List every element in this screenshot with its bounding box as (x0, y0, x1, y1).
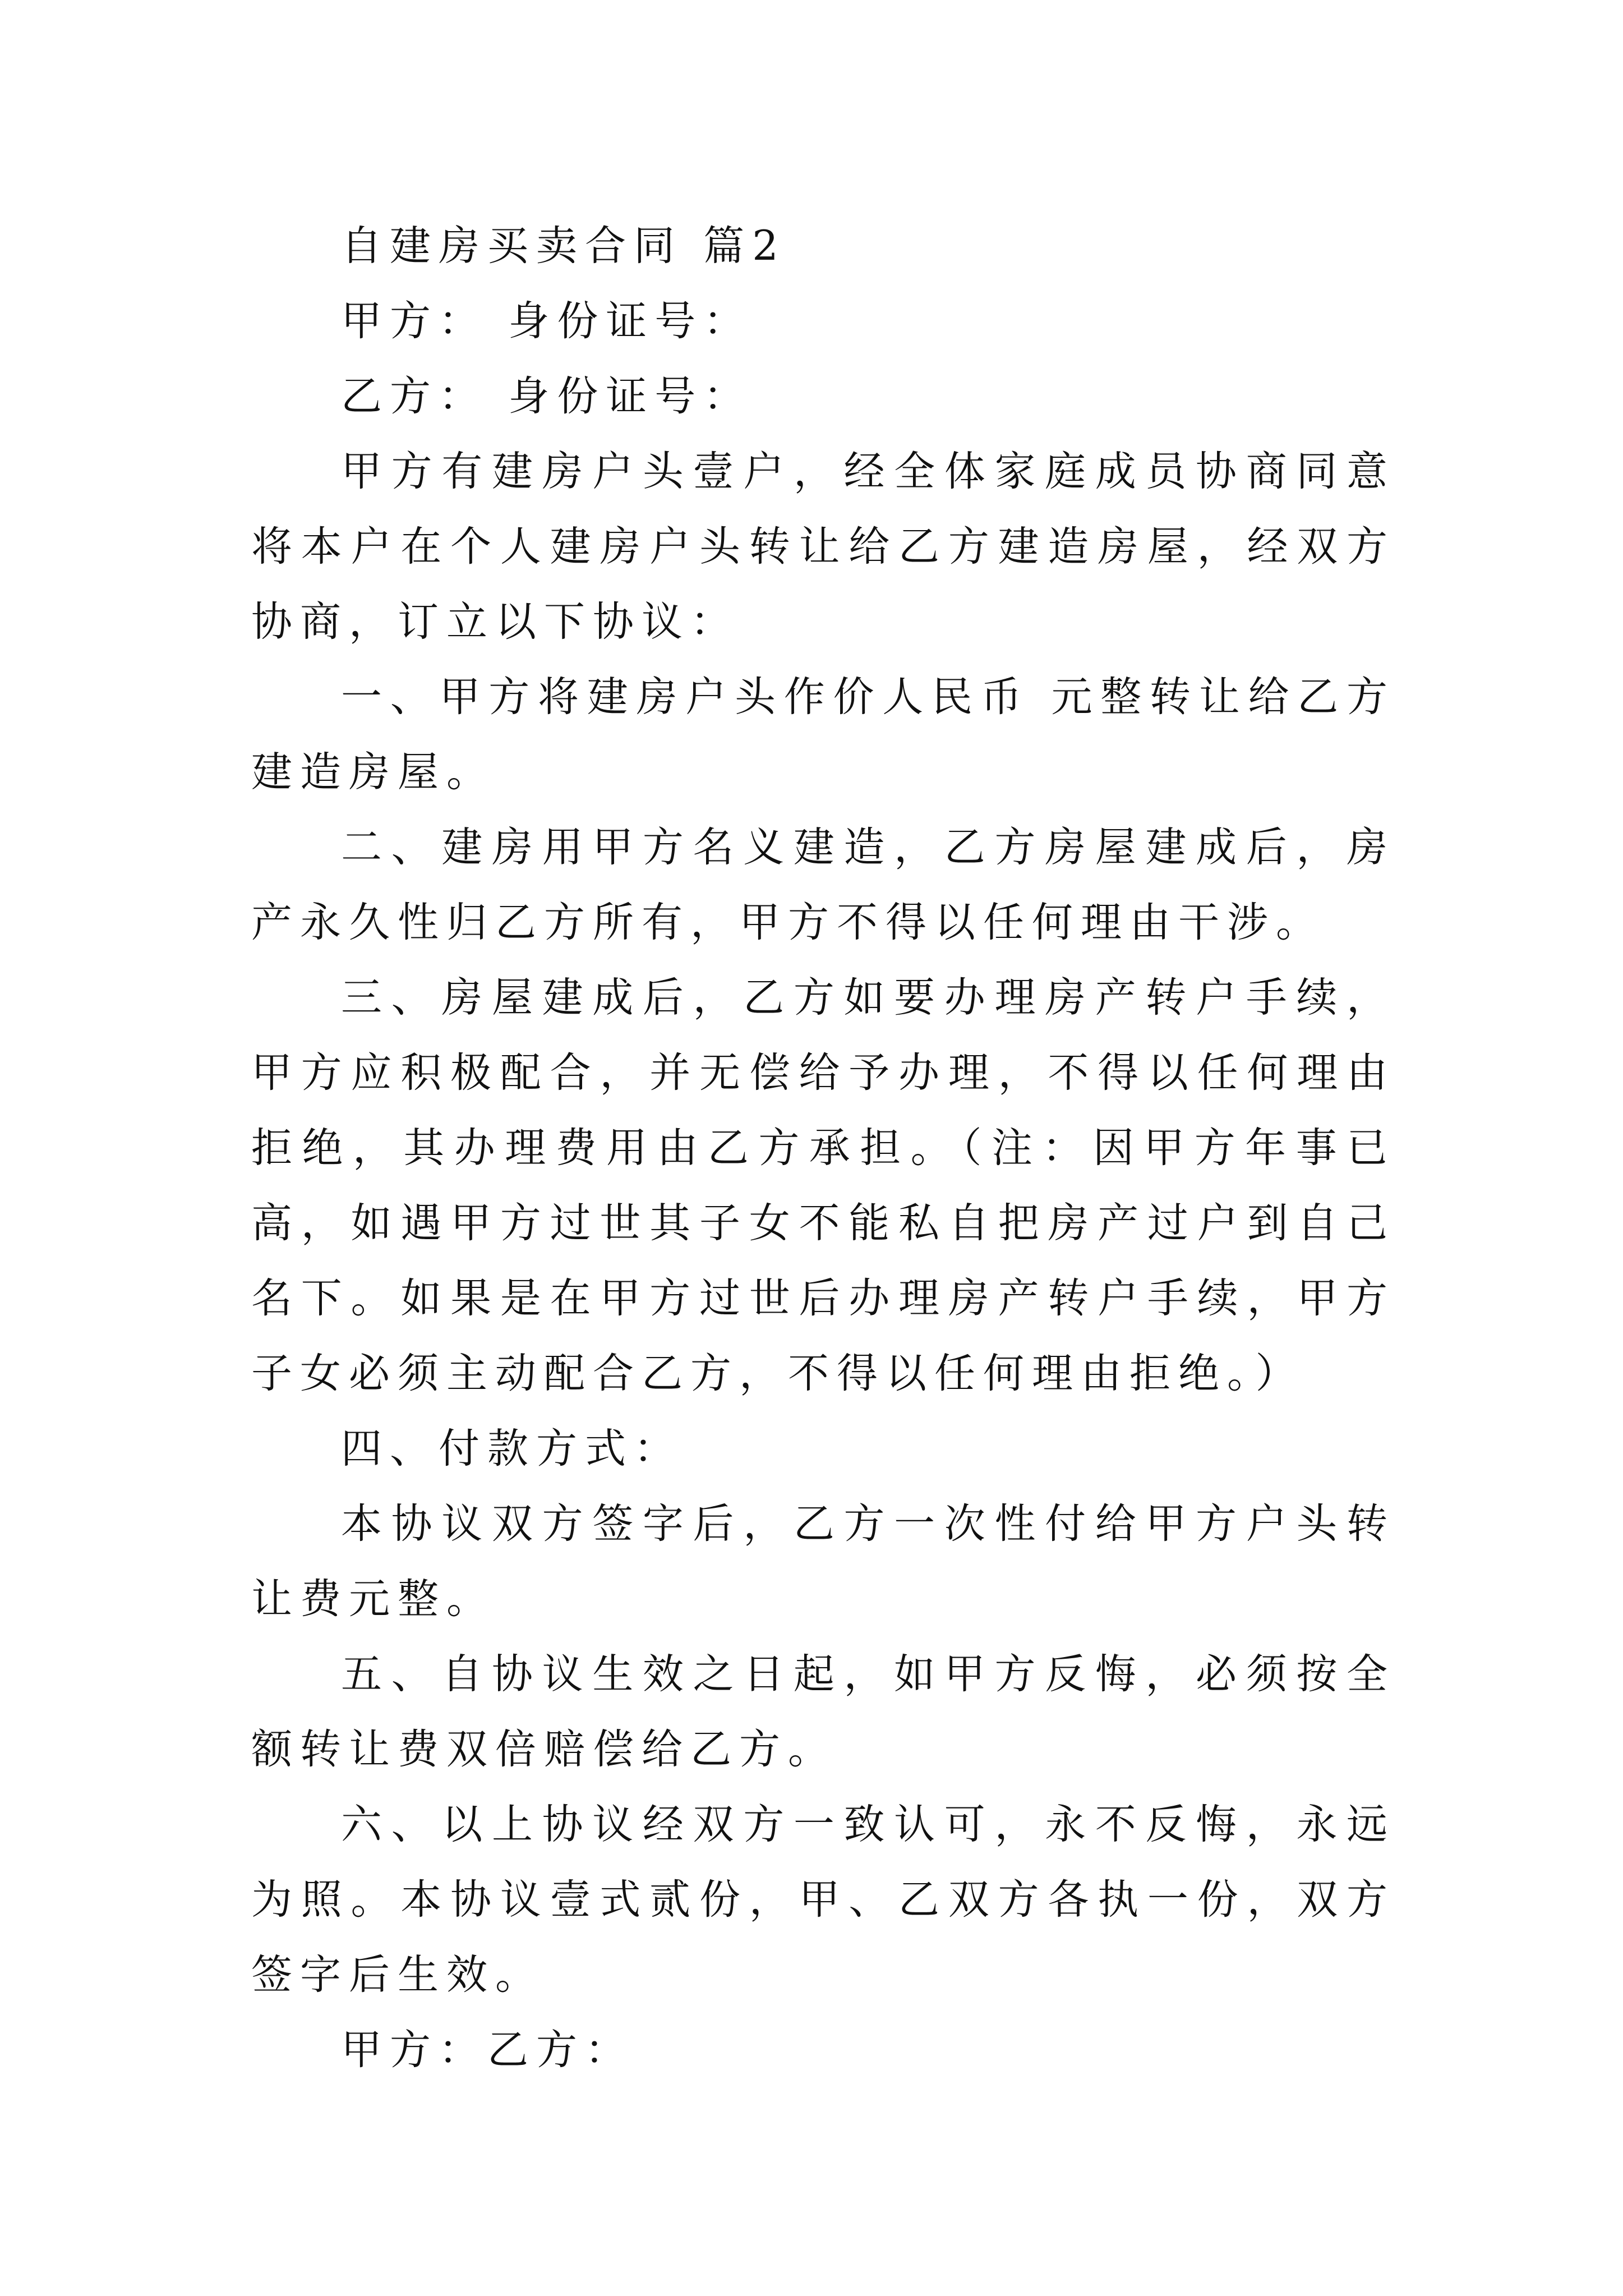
document-body (251, 209, 1395, 2088)
signature-line: 甲方：乙方： (341, 2026, 634, 2074)
payment-paragraph: 本协议双方签字后，乙方一次性付给甲方户头转让费元整。 (251, 1500, 1395, 1623)
clause-2: 二、建房用甲方名义建造，乙方房屋建成后，房产永久性归乙方所有，甲方不得以任何理由干涉。 (251, 823, 1395, 946)
preamble-paragraph: 甲方有建房户头壹户，经全体家庭成员协商同意将本户在个人建房户头转让给乙方建造房屋，经双方协商，订立以下协议： (251, 448, 1395, 646)
clause-5: 五、自协议生效之日起，如甲方反悔，必须按全额转让费双倍赔偿给乙方。 (251, 1650, 1395, 1773)
clause-4-heading: 四、付款方式： (341, 1425, 683, 1473)
clause-6: 六、以上协议经双方一致认可，永不反悔，永远为照。本协议壹式贰份，甲、乙双方各执一份，双方签字后生效。 (251, 1801, 1395, 1999)
clause-3: 三、房屋建成后，乙方如要办理房产转户手续，甲方应积极配合，并无偿给予办理，不得以任何理由拒绝，其办理费用由乙方承担。（注：因甲方年事已高，如遇甲方过世其子女不能私自把房产过户到自己名下。如果是在甲方过世后办理房产转户手续，甲方子女必须主动配合乙方，不得以任何理由拒绝。） (251, 974, 1395, 1397)
party-a-id-line: 甲方： 身份证号： (341, 297, 753, 345)
clause-1: 一、甲方将建房户头作价人民币 元整转让给乙方建造房屋。 (251, 673, 1395, 796)
party-b-id-line: 乙方： 身份证号： (341, 372, 753, 420)
document-title: 自建房买卖合同 篇2 (341, 222, 786, 270)
